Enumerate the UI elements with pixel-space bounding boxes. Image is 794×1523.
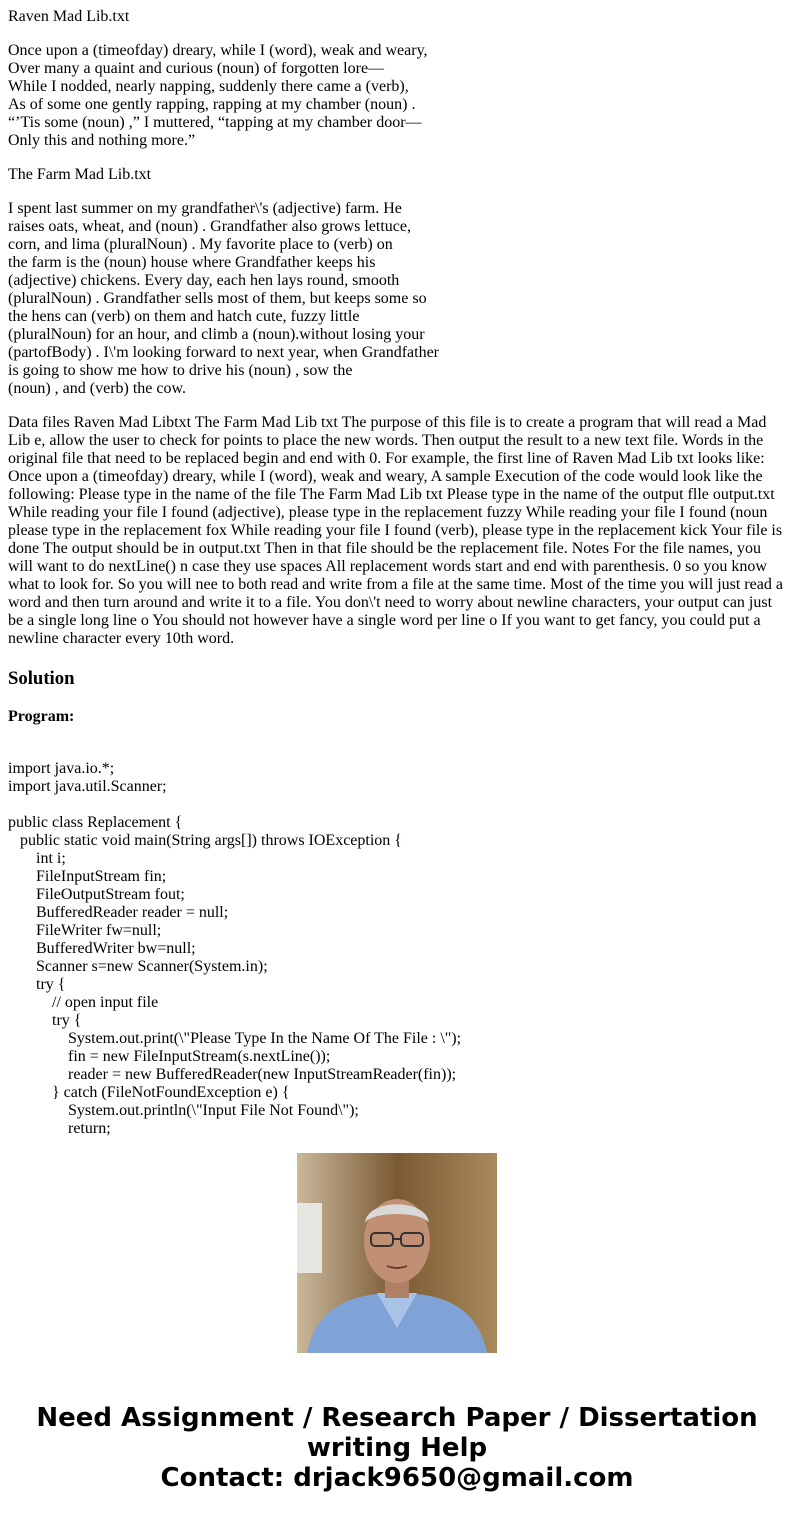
code-line: try { — [8, 1012, 82, 1029]
story-line: (noun) , and (verb) the cow. — [8, 380, 187, 397]
code-line: BufferedWriter bw=null; — [8, 940, 196, 957]
code-line: import java.util.Scanner; — [8, 778, 167, 795]
story-line: (partofBody) . I\'m looking forward to next year, when Grandfather — [8, 344, 439, 361]
code-line: Scanner s=new Scanner(System.in); — [8, 958, 268, 975]
footer-line-2: writing Help — [306, 1433, 488, 1463]
code-line: System.out.println(\"Input File Not Found\"); — [8, 1102, 359, 1119]
raven-poem — [8, 42, 786, 150]
code-line: reader = new BufferedReader(new InputStreamReader(fin)); — [8, 1066, 457, 1083]
story-line: corn, and lima (pluralNoun) . My favorite place to (verb) on — [8, 236, 393, 253]
farm-title: The Farm Mad Lib.txt — [8, 166, 152, 183]
code-line — [8, 796, 786, 814]
code-line: System.out.print(\"Please Type In the Name Of The File : \"); — [8, 1030, 462, 1047]
story-line: I spent last summer on my grandfather\'s (adjective) farm. He — [8, 200, 402, 217]
code-line: FileWriter fw=null; — [8, 922, 162, 939]
solution-heading: Solution — [8, 668, 75, 689]
author-photo — [297, 1153, 497, 1353]
code-line: } catch (FileNotFoundException e) { — [8, 1084, 290, 1101]
poem-line: “’Tis some (noun) ,” I muttered, “tapping at my chamber door— — [8, 114, 422, 131]
poem-line: Once upon a (timeofday) dreary, while I (word), weak and weary, — [8, 42, 428, 59]
farm-story — [8, 200, 786, 398]
contact-banner — [0, 1403, 794, 1493]
code-line: import java.io.*; — [8, 760, 115, 777]
code-line: BufferedReader reader = null; — [8, 904, 229, 921]
footer-line-1: Need Assignment / Research Paper / Dissertation — [36, 1403, 758, 1433]
footer-line-3: Contact: drjack9650@gmail.com — [160, 1463, 634, 1493]
code-line: return; — [8, 1120, 111, 1137]
story-line: (pluralNoun) . Grandfather sells most of them, but keeps some so — [8, 290, 427, 307]
code-line: public class Replacement { — [8, 814, 183, 831]
code-line: FileInputStream fin; — [8, 868, 167, 885]
poem-line: While I nodded, nearly napping, suddenly there came a (verb), — [8, 78, 409, 95]
code-line: fin = new FileInputStream(s.nextLine()); — [8, 1048, 331, 1065]
poem-line: Over many a quaint and curious (noun) of forgotten lore— — [8, 60, 385, 77]
story-line: is going to show me how to drive his (noun) , sow the — [8, 362, 353, 379]
story-line: (pluralNoun) for an hour, and climb a (noun).without losing your — [8, 326, 425, 343]
story-line: raises oats, wheat, and (noun) . Grandfather also grows lettuce, — [8, 218, 411, 235]
code-line: FileOutputStream fout; — [8, 886, 185, 903]
code-listing — [8, 760, 786, 1138]
story-line: (adjective) chickens. Every day, each hen lays round, smooth — [8, 272, 400, 289]
story-line: the hens can (verb) on them and hatch cute, fuzzy little — [8, 308, 360, 325]
program-label: Program: — [8, 708, 75, 725]
document-content — [8, 0, 786, 1137]
code-line: public static void main(String args[]) throws IOException { — [8, 832, 402, 849]
poem-line: Only this and nothing more.” — [8, 132, 196, 149]
code-line: try { — [8, 976, 66, 993]
story-line: the farm is the (noun) house where Grandfather keeps his — [8, 254, 376, 271]
code-line: // open input file — [8, 994, 159, 1011]
poem-line: As of some one gently rapping, rapping at my chamber (noun) . — [8, 96, 416, 113]
assignment-description: Data files Raven Mad Libtxt The Farm Mad Lib txt The purpose of this file is to create a program that will read a Mad Lib e, allow the user to check for points to place the new words. Then output the result to a new text file. Words in the original file that need to be replaced begin and end with 0. For example, the first line of Raven Mad Lib txt looks like: Once upon a (timeofday) dreary, while I (word), weak and weary, A sample Execution of the code would look like the following: Please type in the name of the file The Farm Mad Lib txt Please type in the name of the output flle output.txt While reading your file I found (adjective), please type in the replacement fuzzy While reading your file I found (noun please type in the replacement fox While reading your file I found (verb), please type in the replacement kick Your file is done The output should be in output.txt Then in that file should be the replacement file. Notes For the file names, you will want to do nextLine() n case they use spaces All replacement words start and end with parenthesis. 0 so you know what to look for. So you will nee to both read and write from a file at the same time. Most of the time you will just read a word and then turn around and write it to a file. You don\'t need to worry about newline characters, your output can just be a single long line o You should not however have a single word per line o If you want to get fancy, you could put a newline character every 10th word. — [8, 414, 783, 647]
code-line: int i; — [8, 850, 66, 867]
raven-title: Raven Mad Lib.txt — [8, 8, 130, 25]
